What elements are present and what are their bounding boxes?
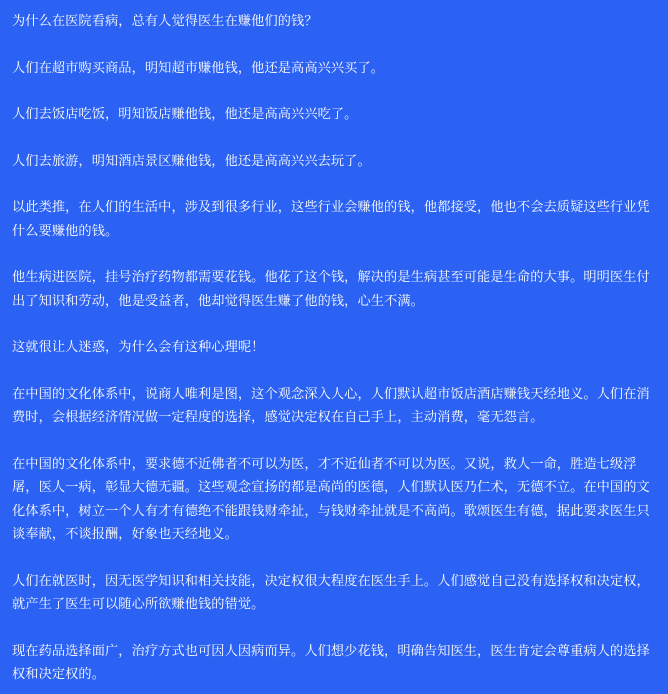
- paragraph-question-title: 为什么在医院看病，总有人觉得医生在赚他们的钱？: [12, 14, 318, 29]
- paragraph-analogy: 以此类推，在人们的生活中，涉及到很多行业，这些行业会赚他的钱，他都接受，他也不会去质疑这些行业凭什么要赚他的钱。: [12, 200, 650, 239]
- paragraph-medical-ethics: 在中国的文化体系中，要求德不近佛者不可以为医，才不近仙者不可以为医。又说，救人一命，胜造七级浮屠，医人一病，彰显大德无疆。这些观念宣扬的都是高尚的医德，人们默认医乃仁术，无德不立。在中国的文化体系中，树立一个人有才有德绝不能跟钱财牵扯，与钱财牵扯就是不高尚。歌颂医生有德，据此要求医生只谈奉献，不谈报酬，好象也天经地义。: [12, 456, 650, 542]
- paragraph-restaurant: 人们去饭店吃饭，明知饭店赚他钱，他还是高高兴兴吃了。: [12, 107, 358, 122]
- paragraph-travel: 人们去旅游，明知酒店景区赚他钱，他还是高高兴兴去玩了。: [12, 153, 371, 169]
- paragraph-drug-choice: 现在药品选择面广，治疗方式也可因人因病而异。人们想少花钱，明确告知医生，医生肯定会尊重病人的选择权和决定权的。: [12, 643, 650, 682]
- paragraph-decision-power: 人们在就医时，因无医学知识和相关技能，决定权很大程度在医生手上。人们感觉自己没有选择权和决定权，就产生了医生可以随心所欲赚他钱的错觉。: [12, 573, 650, 612]
- paragraph-merchant-culture: 在中国的文化体系中，说商人唯利是图，这个观念深入人心，人们默认超市饭店酒店赚钱天经地义。人们在消费时，会根据经济情况做一定程度的选择，感觉决定权在自己手上，主动消费，毫无怨言。: [12, 386, 650, 425]
- paragraph-supermarket: 人们在超市购买商品，明知超市赚他钱，他还是高高兴兴买了。: [12, 60, 385, 76]
- paragraph-hospital: 他生病进医院，挂号治疗药物都需要花钱。他花了这个钱，解决的是生病甚至可能是生命的大事。明明医生付出了知识和劳动，他是受益者，他却觉得医生赚了他的钱，心生不满。: [12, 270, 650, 309]
- paragraph-puzzle: 这就很让人迷惑，为什么会有这种心理呢！: [12, 340, 265, 355]
